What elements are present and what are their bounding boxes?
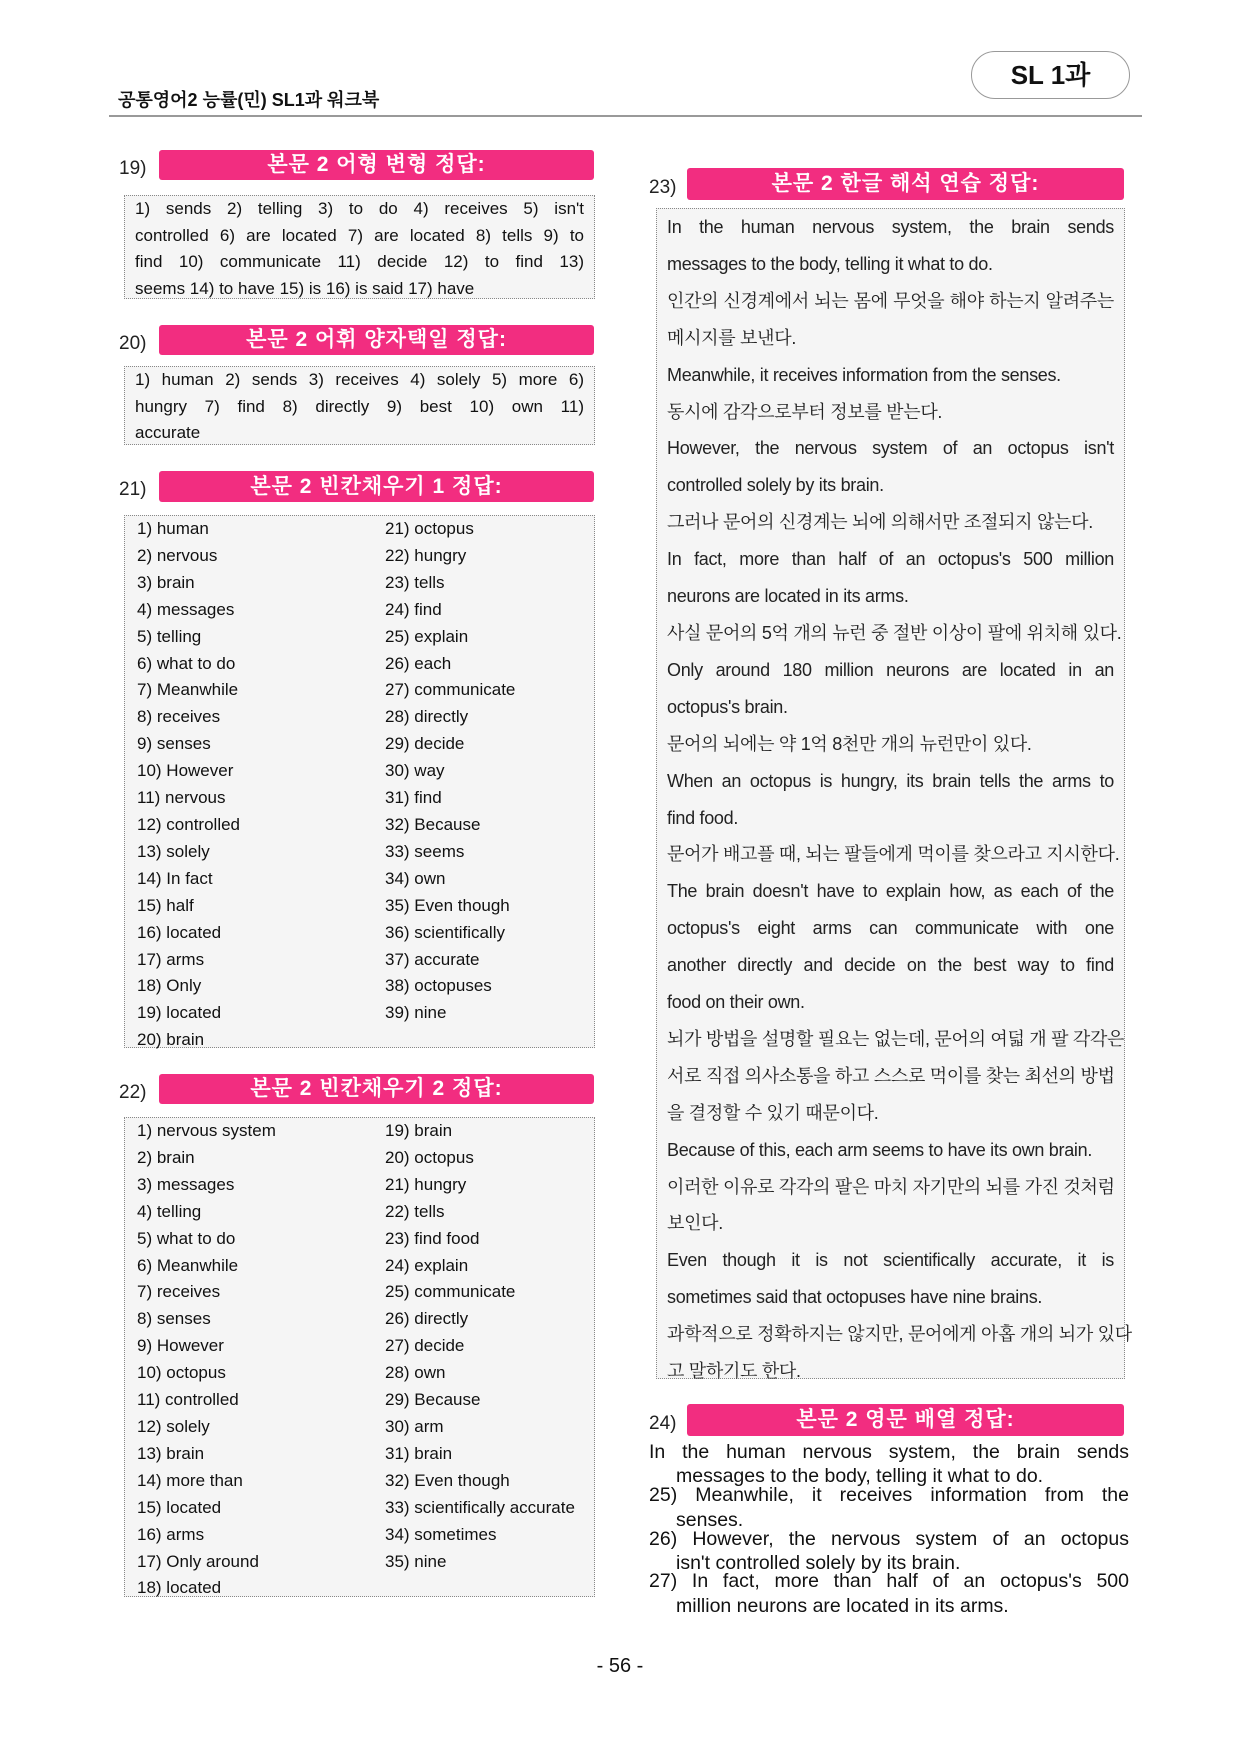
arrangement-line: 25) Meanwhile, it receives information from the <box>649 1484 1129 1506</box>
answer-item: 6) what to do <box>137 653 236 673</box>
translation-line: In the human nervous system, the brain sends <box>667 217 1114 237</box>
translation-line: The brain doesn't have to explain how, as each of the <box>667 881 1114 902</box>
answer-item: 8) receives <box>137 707 221 727</box>
answer-item: 26) directly <box>385 1309 469 1329</box>
translation-line: 문어가 배고플 때, 뇌는 팔들에게 먹이를 찾으라고 지시한다. <box>667 844 1120 865</box>
answer-line: accurate <box>135 423 201 443</box>
translation-line: 보인다. <box>667 1213 723 1234</box>
answer-item: 3) brain <box>137 572 195 592</box>
question-number: 21) <box>119 479 147 500</box>
answer-line: hungry 7) find 8) directly 9) best 10) own 11) <box>135 396 584 416</box>
question-number: 24) <box>649 1413 677 1434</box>
section-title-bar: 본문 2 빈칸채우기 2 정답: <box>159 1074 594 1104</box>
answer-box-20 <box>124 366 595 445</box>
answer-item: 10) octopus <box>137 1363 226 1383</box>
answer-item: 16) located <box>137 922 222 942</box>
answer-item: 24) explain <box>385 1255 469 1275</box>
answer-item: 15) half <box>137 895 194 915</box>
translation-line: neurons are located in its arms. <box>667 586 909 607</box>
arrangement-line: 27) In fact, more than half of an octopus's 500 <box>649 1570 1129 1592</box>
translation-line: Even though it is not scientifically accurate, it is <box>667 1250 1114 1271</box>
answer-line: 1) sends 2) telling 3) to do 4) receives 5) isn't <box>135 199 584 218</box>
question-number: 23) <box>649 177 677 198</box>
answer-item: 19) brain <box>385 1121 453 1140</box>
answer-item: 29) decide <box>385 734 465 754</box>
answer-item: 31) brain <box>385 1443 453 1463</box>
answer-item: 11) controlled <box>137 1390 239 1410</box>
answer-item: 13) solely <box>137 841 210 861</box>
answer-item: 3) messages <box>137 1174 235 1194</box>
translation-line: 이러한 이유로 각각의 팔은 마치 자기만의 뇌를 가진 것처럼 <box>667 1176 1115 1197</box>
answer-item: 29) Because <box>385 1390 481 1410</box>
answer-item: 15) located <box>137 1497 222 1517</box>
answer-item: 4) telling <box>137 1201 202 1221</box>
answer-item: 35) Even though <box>385 895 510 915</box>
answer-line: controlled 6) are located 7) are located 8) tells 9) to <box>135 225 584 245</box>
translation-line: 을 결정할 수 있기 때문이다. <box>667 1102 879 1123</box>
section-title-bar: 본문 2 빈칸채우기 1 정답: <box>159 471 594 502</box>
answer-item: 9) senses <box>137 734 211 754</box>
translation-line: Meanwhile, it receives information from the senses. <box>667 364 1061 385</box>
translation-line: food on their own. <box>667 992 805 1013</box>
question-number: 22) <box>119 1082 147 1103</box>
answer-item: 18) Only <box>137 976 202 996</box>
answer-item: 22) hungry <box>385 545 467 565</box>
translation-line: octopus's eight arms can communicate with one <box>667 918 1114 939</box>
answer-item: 7) receives <box>137 1282 221 1302</box>
answer-item: 2) nervous <box>137 545 218 565</box>
answer-item: 25) communicate <box>385 1282 516 1302</box>
answer-item: 27) communicate <box>385 680 516 700</box>
answer-item: 14) In fact <box>137 868 213 888</box>
answer-item: 14) more than <box>137 1470 243 1490</box>
translation-line: another directly and decide on the best way to find <box>667 955 1114 976</box>
answer-item: 27) decide <box>385 1336 465 1356</box>
answer-item: 21) octopus <box>385 519 474 538</box>
answer-item: 6) Meanwhile <box>137 1255 239 1275</box>
answer-item: 31) find <box>385 788 442 808</box>
answer-item: 1) human <box>137 519 209 538</box>
section-title-bar: 본문 2 한글 해석 연습 정답: <box>687 168 1124 200</box>
answer-item: 20) brain <box>137 1030 205 1050</box>
translation-line: messages to the body, telling it what to do. <box>667 253 993 274</box>
translation-line: However, the nervous system of an octopus isn't <box>667 438 1114 459</box>
answer-item: 9) However <box>137 1336 224 1356</box>
translation-line: find food. <box>667 807 739 828</box>
answer-item: 35) nine <box>385 1551 447 1571</box>
arrangement-line: million neurons are located in its arms. <box>676 1595 1009 1617</box>
translation-line: sometimes said that octopuses have nine brains. <box>667 1287 1043 1308</box>
answer-item: 8) senses <box>137 1309 211 1329</box>
answer-item: 38) octopuses <box>385 976 492 996</box>
translation-line: 동시에 감각으로부터 정보를 받는다. <box>667 401 943 422</box>
answer-item: 28) directly <box>385 707 469 727</box>
translation-line: 문어의 뇌에는 약 1억 8천만 개의 뉴런만이 있다. <box>667 733 1032 754</box>
answer-line: seems 14) to have 15) is 16) is said 17) have <box>135 279 475 299</box>
translation-line: 과학적으로 정확하지는 않지만, 문어에게 아홉 개의 뇌가 있다 <box>667 1324 1132 1345</box>
answer-item: 30) way <box>385 761 445 781</box>
answer-item: 5) what to do <box>137 1228 236 1248</box>
answer-item: 39) nine <box>385 1003 447 1023</box>
answer-item: 32) Even though <box>385 1470 510 1490</box>
answer-item: 7) Meanwhile <box>137 680 239 700</box>
translation-line: In fact, more than half of an octopus's 500 million <box>667 549 1114 570</box>
answer-item: 12) controlled <box>137 814 241 834</box>
answer-item: 1) nervous system <box>137 1121 276 1140</box>
arrangement-answers-24 <box>649 0 1132 1700</box>
answer-item: 25) explain <box>385 626 469 646</box>
answer-item: 17) arms <box>137 949 205 969</box>
translation-line: 서로 직접 의사소통을 하고 스스로 먹이를 찾는 최선의 방법 <box>667 1065 1115 1086</box>
document-title: 공통영어2 능률(민) SL1과 워크북 <box>118 90 380 110</box>
answer-line: 1) human 2) sends 3) receives 4) solely 5) more 6) <box>135 370 584 389</box>
answer-item: 2) brain <box>137 1147 195 1167</box>
answer-item: 5) telling <box>137 626 202 646</box>
answer-item: 23) find food <box>385 1228 480 1248</box>
answer-item: 13) brain <box>137 1443 205 1463</box>
answer-item: 37) accurate <box>385 949 480 969</box>
answer-item: 10) However <box>137 761 234 781</box>
answer-item: 20) octopus <box>385 1147 474 1167</box>
arrangement-line: senses. <box>676 1509 744 1531</box>
section-title-bar: 본문 2 어형 변형 정답: <box>159 150 594 180</box>
question-number: 20) <box>119 333 147 354</box>
answer-item: 17) Only around <box>137 1551 259 1571</box>
answer-item: 36) scientifically <box>385 922 505 942</box>
answer-item: 34) sometimes <box>385 1524 497 1544</box>
answer-item: 28) own <box>385 1363 446 1383</box>
translation-line: 인간의 신경계에서 뇌는 몸에 무엇을 해야 하는지 알려주는 <box>667 290 1114 311</box>
answer-item: 33) seems <box>385 841 465 861</box>
answer-item: 11) nervous <box>137 788 226 808</box>
section-title-bar: 본문 2 어휘 양자택일 정답: <box>159 325 594 355</box>
answer-item: 19) located <box>137 1003 222 1023</box>
answer-item: 16) arms <box>137 1524 205 1544</box>
answer-item: 32) Because <box>385 814 481 834</box>
answer-item: 22) tells <box>385 1201 445 1221</box>
translation-line: 사실 문어의 5억 개의 뉴런 중 절반 이상이 팔에 위치해 있다. <box>667 622 1122 643</box>
section-title-bar: 본문 2 영문 배열 정답: <box>687 1404 1124 1436</box>
translation-line: octopus's brain. <box>667 696 788 717</box>
translation-line: Only around 180 million neurons are located in an <box>667 659 1114 680</box>
answer-list-21 <box>124 515 595 1048</box>
question-number: 19) <box>119 158 147 179</box>
answer-item: 18) located <box>137 1578 222 1598</box>
answer-line: find 10) communicate 11) decide 12) to find 13) <box>135 252 584 272</box>
translation-line: When an octopus is hungry, its brain tells the arms to <box>667 770 1114 791</box>
translation-line: 메시지를 보낸다. <box>667 327 797 348</box>
lesson-badge: SL 1과 <box>971 51 1130 99</box>
translation-line: controlled solely by its brain. <box>667 475 884 496</box>
arrangement-line: isn't controlled solely by its brain. <box>676 1552 961 1574</box>
answer-box-19 <box>124 195 595 299</box>
translation-line: 그러나 문어의 신경계는 뇌에 의해서만 조절되지 않는다. <box>667 512 1093 533</box>
answer-item: 34) own <box>385 868 446 888</box>
answer-item: 24) find <box>385 599 442 619</box>
translation-line: 고 말하기도 한다. <box>667 1361 801 1382</box>
page-number: - 56 - <box>596 1655 644 1677</box>
arrangement-line: 26) However, the nervous system of an octopus <box>649 1528 1129 1550</box>
answer-item: 12) solely <box>137 1416 210 1436</box>
answer-item: 26) each <box>385 653 452 673</box>
answer-list-22 <box>124 1117 595 1597</box>
answer-item: 33) scientifically accurate <box>385 1497 575 1517</box>
arrangement-line: messages to the body, telling it what to do. <box>676 1465 1044 1487</box>
answer-item: 23) tells <box>385 572 445 592</box>
translation-line: Because of this, each arm seems to have its own brain. <box>667 1139 1093 1160</box>
arrangement-line: In the human nervous system, the brain sends <box>649 1441 1129 1463</box>
answer-item: 4) messages <box>137 599 235 619</box>
translation-line: 뇌가 방법을 설명할 필요는 없는데, 문어의 여덟 개 팔 각각은 <box>667 1028 1125 1049</box>
answer-item: 21) hungry <box>385 1174 467 1194</box>
answer-item: 30) arm <box>385 1416 444 1436</box>
